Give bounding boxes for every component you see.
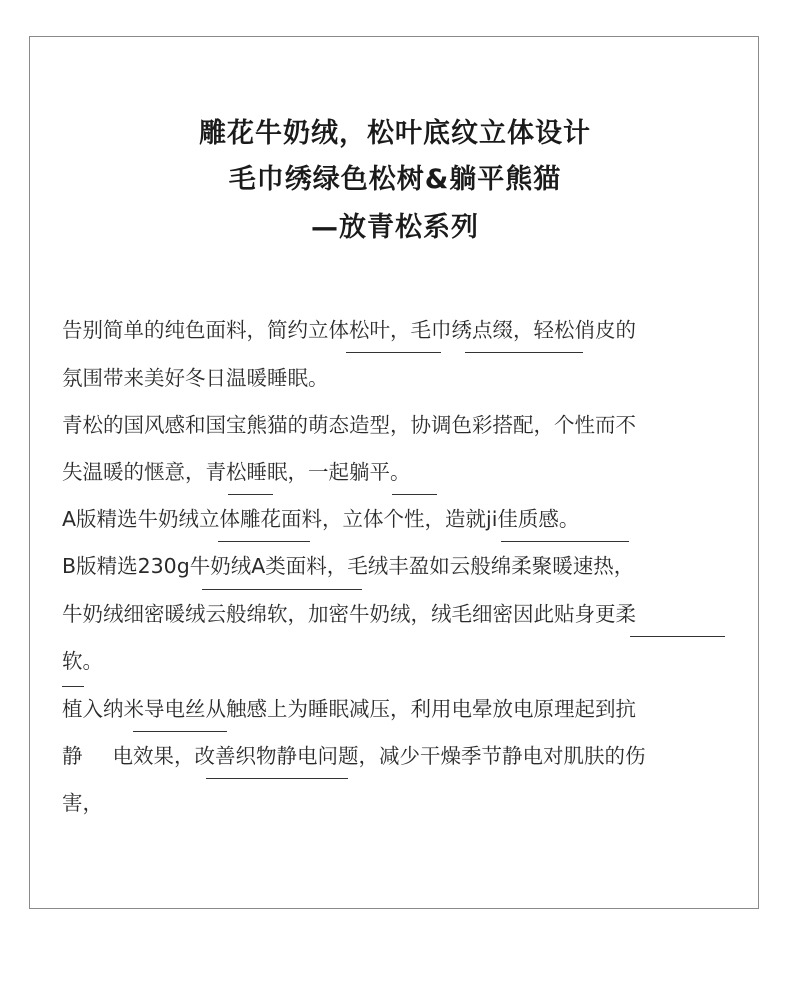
underline-rule — [465, 352, 583, 353]
underline-rule — [202, 589, 362, 590]
title-line-1: 雕花牛奶绒，松叶底纹立体设计 — [199, 118, 591, 149]
body-line-1: 告别简单的纯色面料，简约立体松叶，毛巾绣点缀，轻松俏皮的 — [62, 318, 636, 342]
body-line-2: 氛围带来美好冬日温暖睡眠。 — [62, 366, 329, 390]
body-line-3: 青松的国风感和国宝熊猫的萌态造型，协调色彩搭配，个性而不 — [62, 413, 636, 437]
underline-rule — [392, 494, 437, 495]
underline-rule — [62, 686, 84, 687]
body-line-10-start: 静 — [62, 744, 83, 768]
underline-rule — [133, 731, 227, 732]
underline-rule — [228, 494, 273, 495]
body-line-9: 植入纳米导电丝从触感上为睡眠减压，利用电晕放电原理起到抗 — [62, 697, 636, 721]
underline-rule — [630, 636, 725, 637]
body-line-6: B版精选230g牛奶绒A类面料，毛绒丰盈如云般绵柔聚暖速热， — [62, 554, 635, 578]
body-line-10-rest: 电效果，改善织物静电问题，减少干燥季节静电对肌肤的伤 — [112, 744, 646, 768]
title-line-2: 毛巾绣绿色松树&躺平熊猫 — [228, 164, 562, 195]
body-line-4: 失温暖的惬意，青松睡眠，一起躺平。 — [62, 460, 411, 484]
title-line-3: —放青松系列 — [311, 212, 479, 243]
underline-rule — [501, 541, 629, 542]
body-line-11: 害， — [62, 791, 103, 815]
underline-rule — [346, 352, 441, 353]
body-line-8: 软。 — [62, 649, 103, 673]
body-line-10 — [62, 741, 732, 771]
underline-rule — [206, 778, 348, 779]
underline-rule — [218, 541, 310, 542]
body-line-5: A版精选牛奶绒立体雕花面料，立体个性，造就ji佳质感。 — [62, 507, 580, 531]
body-line-7: 牛奶绒细密暖绒云般绵软，加密牛奶绒，绒毛细密因此贴身更柔 — [62, 602, 636, 626]
